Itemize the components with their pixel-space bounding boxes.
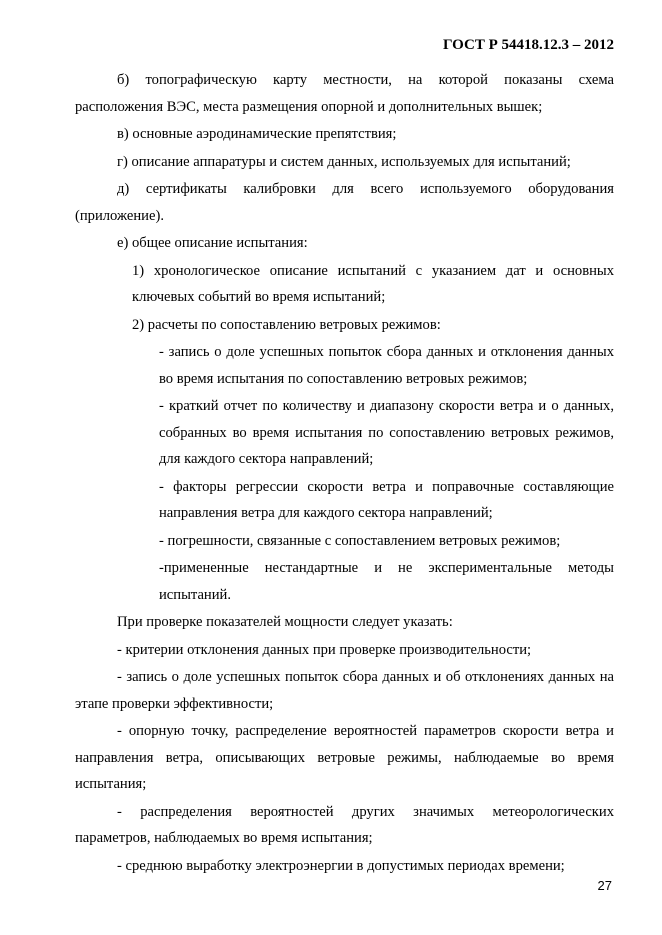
list-item: - запись о доле успешных попыток сбора данных и отклонения данных во время испытания по сопоставлению ветровых режимов; — [159, 344, 614, 387]
list-item: -примененные нестандартные и не экспериментальные методы испытаний. — [159, 560, 614, 603]
paragraph-e: е) общее описание испытания: — [117, 235, 308, 251]
document-body — [75, 67, 614, 880]
list-item: - распределения вероятностей других значимых метеорологических параметров, наблюдаемых во время испытания; — [75, 803, 614, 846]
list-item: - погрешности, связанные с сопоставлением ветровых режимов; — [159, 532, 561, 549]
subparagraph-2: 2) расчеты по сопоставлению ветровых режимов: — [132, 316, 441, 333]
list-item: - запись о доле успешных попыток сбора данных и об отклонениях данных на этапе проверки эффективности; — [75, 669, 614, 712]
paragraph-power-check: При проверке показателей мощности следует указать: — [117, 614, 453, 630]
document-number-header: ГОСТ Р 54418.12.3 – 2012 — [442, 37, 614, 53]
list-item: - факторы регрессии скорости ветра и поправочные составляющие направления ветра для каждого сектора направлений; — [159, 478, 614, 521]
list-item: - краткий отчет по количеству и диапазону скорости ветра и о данных, собранных во время испытания по сопоставлению ветровых режимов, для каждого сектора направлений; — [159, 398, 614, 467]
paragraph-g: г) описание аппаратуры и систем данных, используемых для испытаний; — [117, 153, 571, 170]
page-number: 27 — [597, 878, 612, 893]
subparagraph-1: 1) хронологическое описание испытаний с указанием дат и основных ключевых событий во время испытаний; — [132, 262, 614, 305]
list-item: - критерии отклонения данных при проверке производительности; — [117, 641, 532, 658]
paragraph-v: в) основные аэродинамические препятствия; — [117, 126, 397, 142]
paragraph-b: б) топографическую карту местности, на которой показаны схема расположения ВЭС, места размещения опорной и дополнительных вышек; — [75, 72, 614, 115]
paragraph-d: д) сертификаты калибровки для всего используемого оборудования (приложение). — [75, 181, 614, 224]
list-item: - опорную точку, распределение вероятностей параметров скорости ветра и направления ветра, описывающих ветровые режимы, наблюдаемые во время испытания; — [75, 723, 614, 792]
list-item: - среднюю выработку электроэнергии в допустимых периодах времени; — [117, 857, 565, 874]
